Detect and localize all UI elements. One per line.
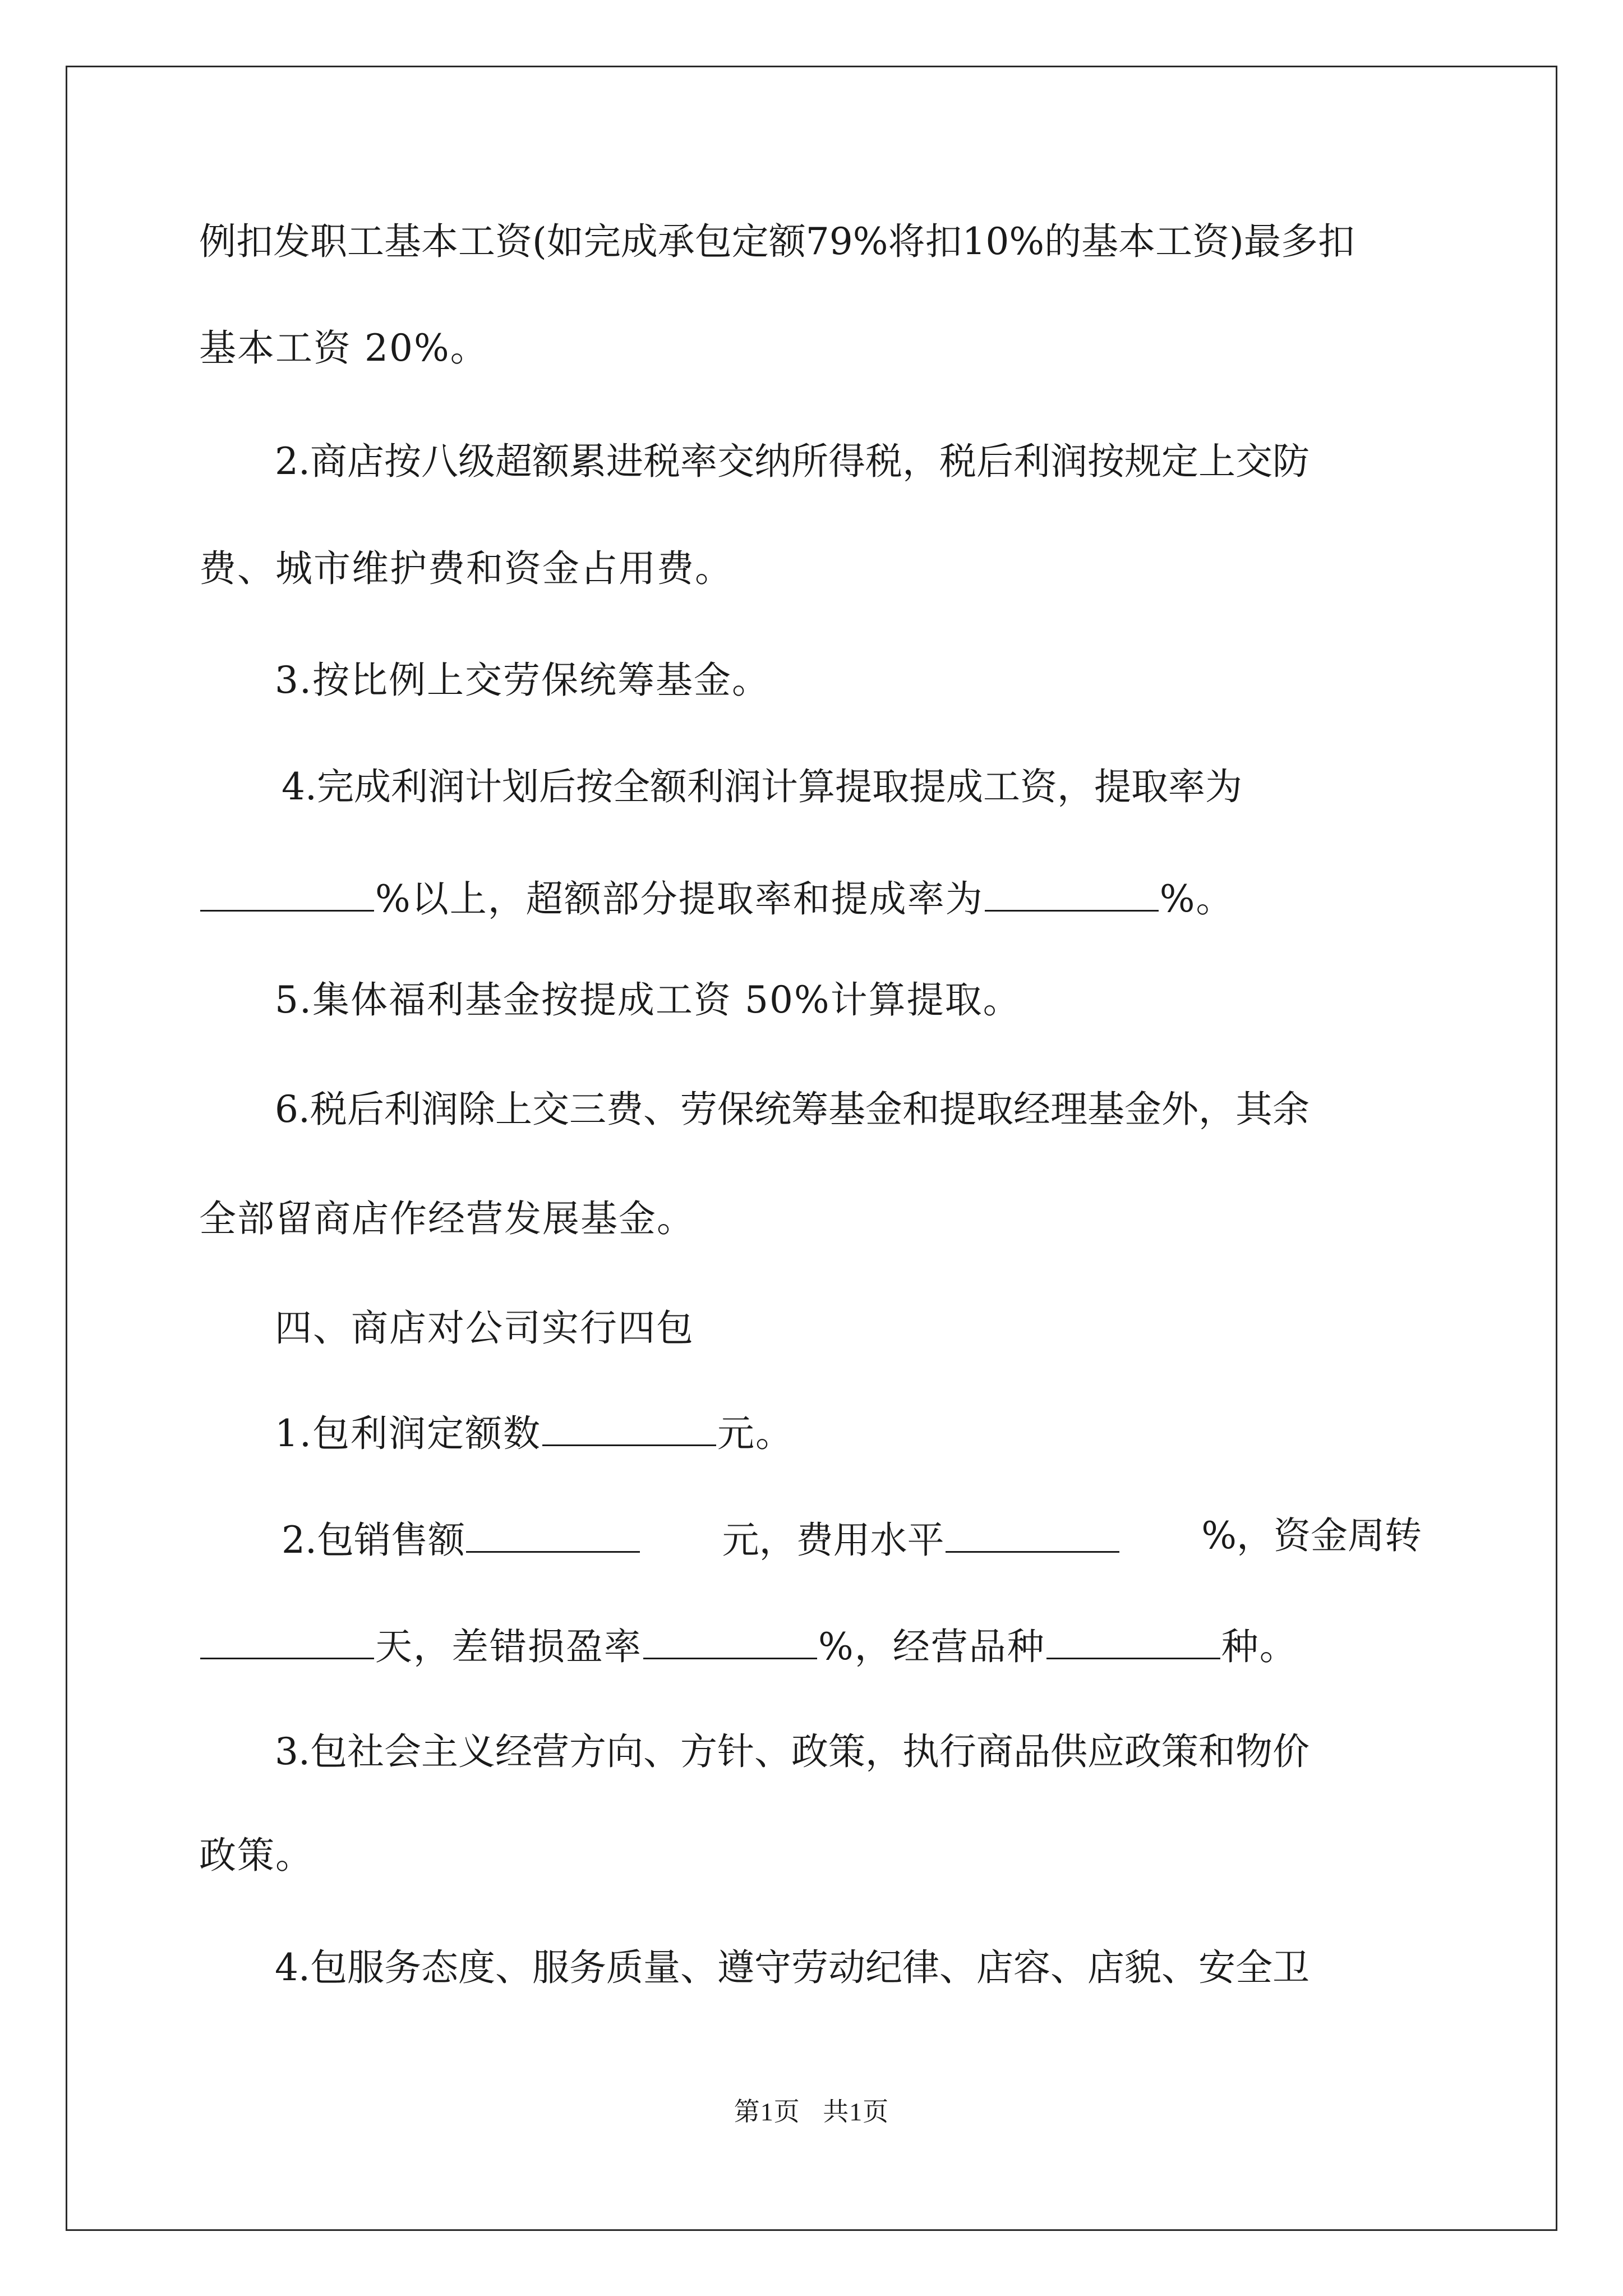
page-count: 共1页: [823, 2097, 889, 2126]
text-segment: 元，费用水平: [722, 1519, 944, 1562]
text-line: 基本工资 20%。: [199, 326, 488, 370]
fill-in-blank[interactable]: [946, 1517, 1119, 1553]
text-line: 3.按比例上交劳保统筹基金。: [275, 659, 770, 702]
text-line: %，经营品种: [818, 1625, 1045, 1668]
text-line: 3.包社会主义经营方向、方针、政策，执行商品供应政策和物价: [275, 1730, 1310, 1773]
fill-in-blank[interactable]: [985, 876, 1159, 912]
page-frame: [66, 66, 1557, 2231]
line-8: [275, 978, 1509, 1022]
text-line: 例扣发职工基本工资(如完成承包定额79%将扣10%的基本工资)最多扣: [199, 220, 1355, 263]
fill-in-blank[interactable]: [466, 1517, 640, 1553]
text-line: 2.商店按八级超额累进税率交纳所得税，税后利润按规定上交防: [275, 440, 1310, 483]
line-11: [275, 1306, 1509, 1350]
line-14: [199, 1624, 1433, 1668]
line-15: [275, 1730, 1422, 1773]
text-line: 5.集体福利基金按提成工资 50%计算提取。: [275, 978, 1021, 1022]
text-line: [722, 1517, 1121, 1562]
text-line: %，资金周转: [1201, 1514, 1422, 1557]
page-footer: [0, 2091, 1623, 2128]
line-6: [282, 765, 1422, 808]
line-9: [275, 1088, 1422, 1131]
page-number: 第1页: [734, 2097, 800, 2126]
text-line: %。: [1159, 877, 1234, 921]
fill-in-blank[interactable]: [200, 876, 374, 912]
text-line: 1.包利润定额数: [275, 1412, 541, 1455]
fill-in-blank[interactable]: [200, 1624, 374, 1659]
line-3: [275, 440, 1422, 483]
line-12: [275, 1411, 1509, 1455]
text-line: 全部留商店作经营发展基金。: [199, 1197, 695, 1240]
text-line: 政策。: [199, 1834, 313, 1877]
line-1: [199, 220, 1422, 263]
text-line: 4.包服务态度、服务质量、遵守劳动纪律、店容、店貌、安全卫: [275, 1946, 1310, 1989]
text-line: 四、商店对公司实行四包: [275, 1306, 694, 1350]
text-line: 元。: [717, 1412, 794, 1455]
line-17: [275, 1946, 1422, 1989]
text-line: %以上，超额部分提取率和提成率为: [375, 877, 984, 921]
text-line: 种。: [1221, 1625, 1298, 1668]
fill-in-blank[interactable]: [643, 1624, 817, 1659]
text-line: [282, 1517, 641, 1562]
line-5: [275, 659, 1509, 702]
line-4: [199, 547, 1433, 590]
line-13: [282, 1514, 1422, 1562]
fill-in-blank[interactable]: [542, 1411, 716, 1446]
line-7: [199, 876, 1433, 921]
fill-in-blank[interactable]: [1046, 1624, 1220, 1659]
text-line: 6.税后利润除上交三费、劳保统筹基金和提取经理基金外，其余: [275, 1088, 1310, 1131]
line-2: [199, 326, 1433, 370]
document-body: [67, 67, 1556, 2229]
line-10: [199, 1197, 1433, 1240]
line-16: [199, 1834, 1433, 1877]
text-line: 费、城市维护费和资金占用费。: [199, 547, 733, 590]
text-line: 天，差错损盈率: [375, 1625, 642, 1668]
text-line: 4.完成利润计划后按全额利润计算提取提成工资，提取率为: [282, 765, 1242, 808]
text-segment: 2.包销售额: [282, 1519, 465, 1562]
